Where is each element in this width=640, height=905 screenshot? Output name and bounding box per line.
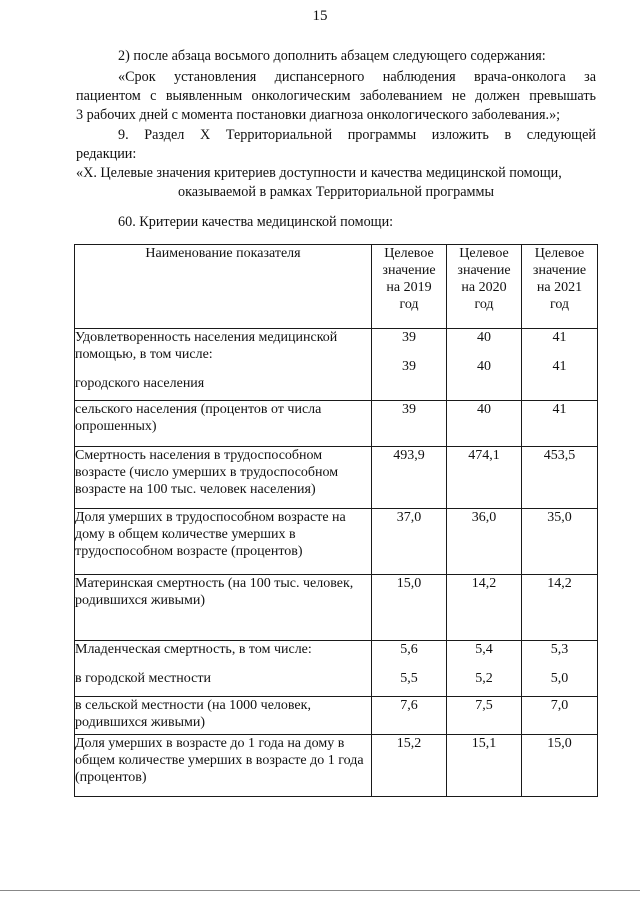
header-line: Целевое xyxy=(459,246,509,261)
target-value-cell-2020 xyxy=(447,447,522,509)
target-value: 7,6 xyxy=(400,698,418,713)
target-value-cell-2021 xyxy=(522,509,598,575)
header-line: на 2021 xyxy=(536,280,583,295)
target-value-cell-2019 xyxy=(372,697,447,735)
table-row xyxy=(75,447,598,509)
table-row xyxy=(75,735,598,797)
target-value: 5,2 xyxy=(475,671,493,686)
target-value: 41 xyxy=(552,402,567,417)
section-heading: оказываемой в рамках Территориальной программы xyxy=(177,184,495,200)
target-value: 15,2 xyxy=(396,736,422,751)
target-value-cell-2021 xyxy=(522,575,598,641)
indicator-name: Материнская смертность (на 100 тыс. человек, родившихся живыми) xyxy=(75,576,354,608)
target-value: 15,1 xyxy=(471,736,497,751)
table-row xyxy=(75,697,598,735)
table-row xyxy=(75,575,598,641)
indicator-name-cell xyxy=(75,641,372,697)
indicator-name-cell xyxy=(75,697,372,735)
target-value: 35,0 xyxy=(547,510,572,525)
paragraph-quote-line: 3 рабочих дней с момента постановки диагноза онкологического заболевания.»; xyxy=(76,107,561,123)
paragraph-section-9: 9. Раздел X Территориальной программы изложить в следующей xyxy=(118,127,596,143)
header-target-2021 xyxy=(522,245,598,329)
indicator-name-cell xyxy=(75,401,372,447)
page-number: 15 xyxy=(312,8,328,24)
indicator-name: в городской местности xyxy=(75,671,211,686)
indicator-name: городского населения xyxy=(75,376,205,391)
target-value: 7,5 xyxy=(475,698,493,713)
table-row xyxy=(75,329,598,401)
header-line: значение xyxy=(532,263,587,278)
target-value-cell-2019 xyxy=(372,329,447,401)
target-value-cell-2021 xyxy=(522,401,598,447)
target-value-cell-2019 xyxy=(372,401,447,447)
target-value-cell-2021 xyxy=(522,735,598,797)
target-value: 7,0 xyxy=(550,698,569,713)
indicator-name-cell xyxy=(75,735,372,797)
header-target-2020 xyxy=(447,245,522,329)
table-header-row xyxy=(75,245,598,329)
target-value: 39 xyxy=(402,330,416,345)
paragraph-section-9-cont: редакции: xyxy=(76,146,137,162)
paragraph-quote-line: «Срок установления диспансерного наблюдения врача-онколога за xyxy=(118,69,596,85)
target-value-cell-2021 xyxy=(522,641,598,697)
indicator-name-cell xyxy=(75,509,372,575)
header-line: на 2020 xyxy=(461,280,507,295)
indicator-name: Удовлетворенность населения медицинской помощью, в том числе: xyxy=(75,330,338,362)
target-value-cell-2021 xyxy=(522,697,598,735)
target-value: 493,9 xyxy=(393,448,425,463)
header-line: значение xyxy=(382,263,436,278)
target-value: 36,0 xyxy=(471,510,497,525)
target-value: 40 xyxy=(477,402,491,417)
criteria-title: 60. Критерии качества медицинской помощи: xyxy=(118,214,394,230)
target-value: 474,1 xyxy=(468,448,500,463)
target-value-cell-2019 xyxy=(372,575,447,641)
header-line: Целевое xyxy=(534,246,585,261)
header-line: Целевое xyxy=(384,246,434,261)
target-value-cell-2020 xyxy=(447,697,522,735)
indicator-name-cell xyxy=(75,575,372,641)
indicator-name: сельского населения (процентов от числа опрошенных) xyxy=(75,402,322,434)
indicator-name-cell xyxy=(75,447,372,509)
target-value: 41 xyxy=(552,330,567,345)
header-line: значение xyxy=(457,263,511,278)
target-value-cell-2020 xyxy=(447,509,522,575)
target-value-cell-2019 xyxy=(372,735,447,797)
indicator-name: Младенческая смертность, в том числе: xyxy=(75,642,312,657)
table-row xyxy=(75,401,598,447)
target-value: 37,0 xyxy=(396,510,422,525)
table-row xyxy=(75,641,598,697)
indicator-name: Доля умерших в возрасте до 1 года на дому в общем количестве умерших в возрасте до 1 года (процентов) xyxy=(75,736,364,785)
section-heading: «X. Целевые значения критериев доступности и качества медицинской помощи, xyxy=(76,165,562,181)
target-value: 40 xyxy=(477,359,491,374)
target-value: 39 xyxy=(402,402,416,417)
target-value-cell-2019 xyxy=(372,641,447,697)
header-indicator-name: Наименование показателя xyxy=(75,245,372,329)
target-value: 39 xyxy=(402,359,416,374)
page-bottom-rule xyxy=(0,890,640,891)
target-value: 41 xyxy=(552,359,567,374)
paragraph-quote-line: пациентом с выявленным онкологическим заболеванием не должен превышать xyxy=(76,88,596,104)
target-value-cell-2020 xyxy=(447,575,522,641)
target-value-cell-2020 xyxy=(447,401,522,447)
target-value-cell-2020 xyxy=(447,641,522,697)
target-value-cell-2019 xyxy=(372,509,447,575)
target-value: 453,5 xyxy=(543,448,576,463)
target-value-cell-2020 xyxy=(447,329,522,401)
target-value-cell-2019 xyxy=(372,447,447,509)
target-value: 14,2 xyxy=(547,576,572,591)
target-value-cell-2021 xyxy=(522,447,598,509)
header-line: год xyxy=(399,297,419,312)
target-value-cell-2020 xyxy=(447,735,522,797)
header-line: на 2019 xyxy=(386,280,432,295)
target-value: 5,0 xyxy=(550,671,569,686)
criteria-table xyxy=(74,244,598,797)
header-target-2019 xyxy=(372,245,447,329)
header-line: год xyxy=(474,297,494,312)
paragraph-amendment-intro: 2) после абзаца восьмого дополнить абзацем следующего содержания: xyxy=(118,48,546,64)
target-value: 15,0 xyxy=(547,736,572,751)
indicator-name: Доля умерших в трудоспособном возрасте на дому в общем количестве умерших в трудоспособном возрасте (процентов) xyxy=(75,510,346,559)
indicator-name: в сельской местности (на 1000 человек, родившихся живыми) xyxy=(75,698,311,730)
indicator-name: Смертность населения в трудоспособном возрасте (число умерших в трудоспособном возрасте на 100 тыс. человек населения) xyxy=(75,448,339,497)
target-value: 5,3 xyxy=(550,642,569,657)
target-value: 5,4 xyxy=(475,642,493,657)
table-row xyxy=(75,509,598,575)
indicator-name-cell xyxy=(75,329,372,401)
target-value: 5,6 xyxy=(400,642,418,657)
target-value: 40 xyxy=(477,330,491,345)
target-value: 15,0 xyxy=(396,576,422,591)
target-value-cell-2021 xyxy=(522,329,598,401)
target-value: 5,5 xyxy=(400,671,418,686)
target-value: 14,2 xyxy=(471,576,497,591)
header-line: год xyxy=(549,297,570,312)
